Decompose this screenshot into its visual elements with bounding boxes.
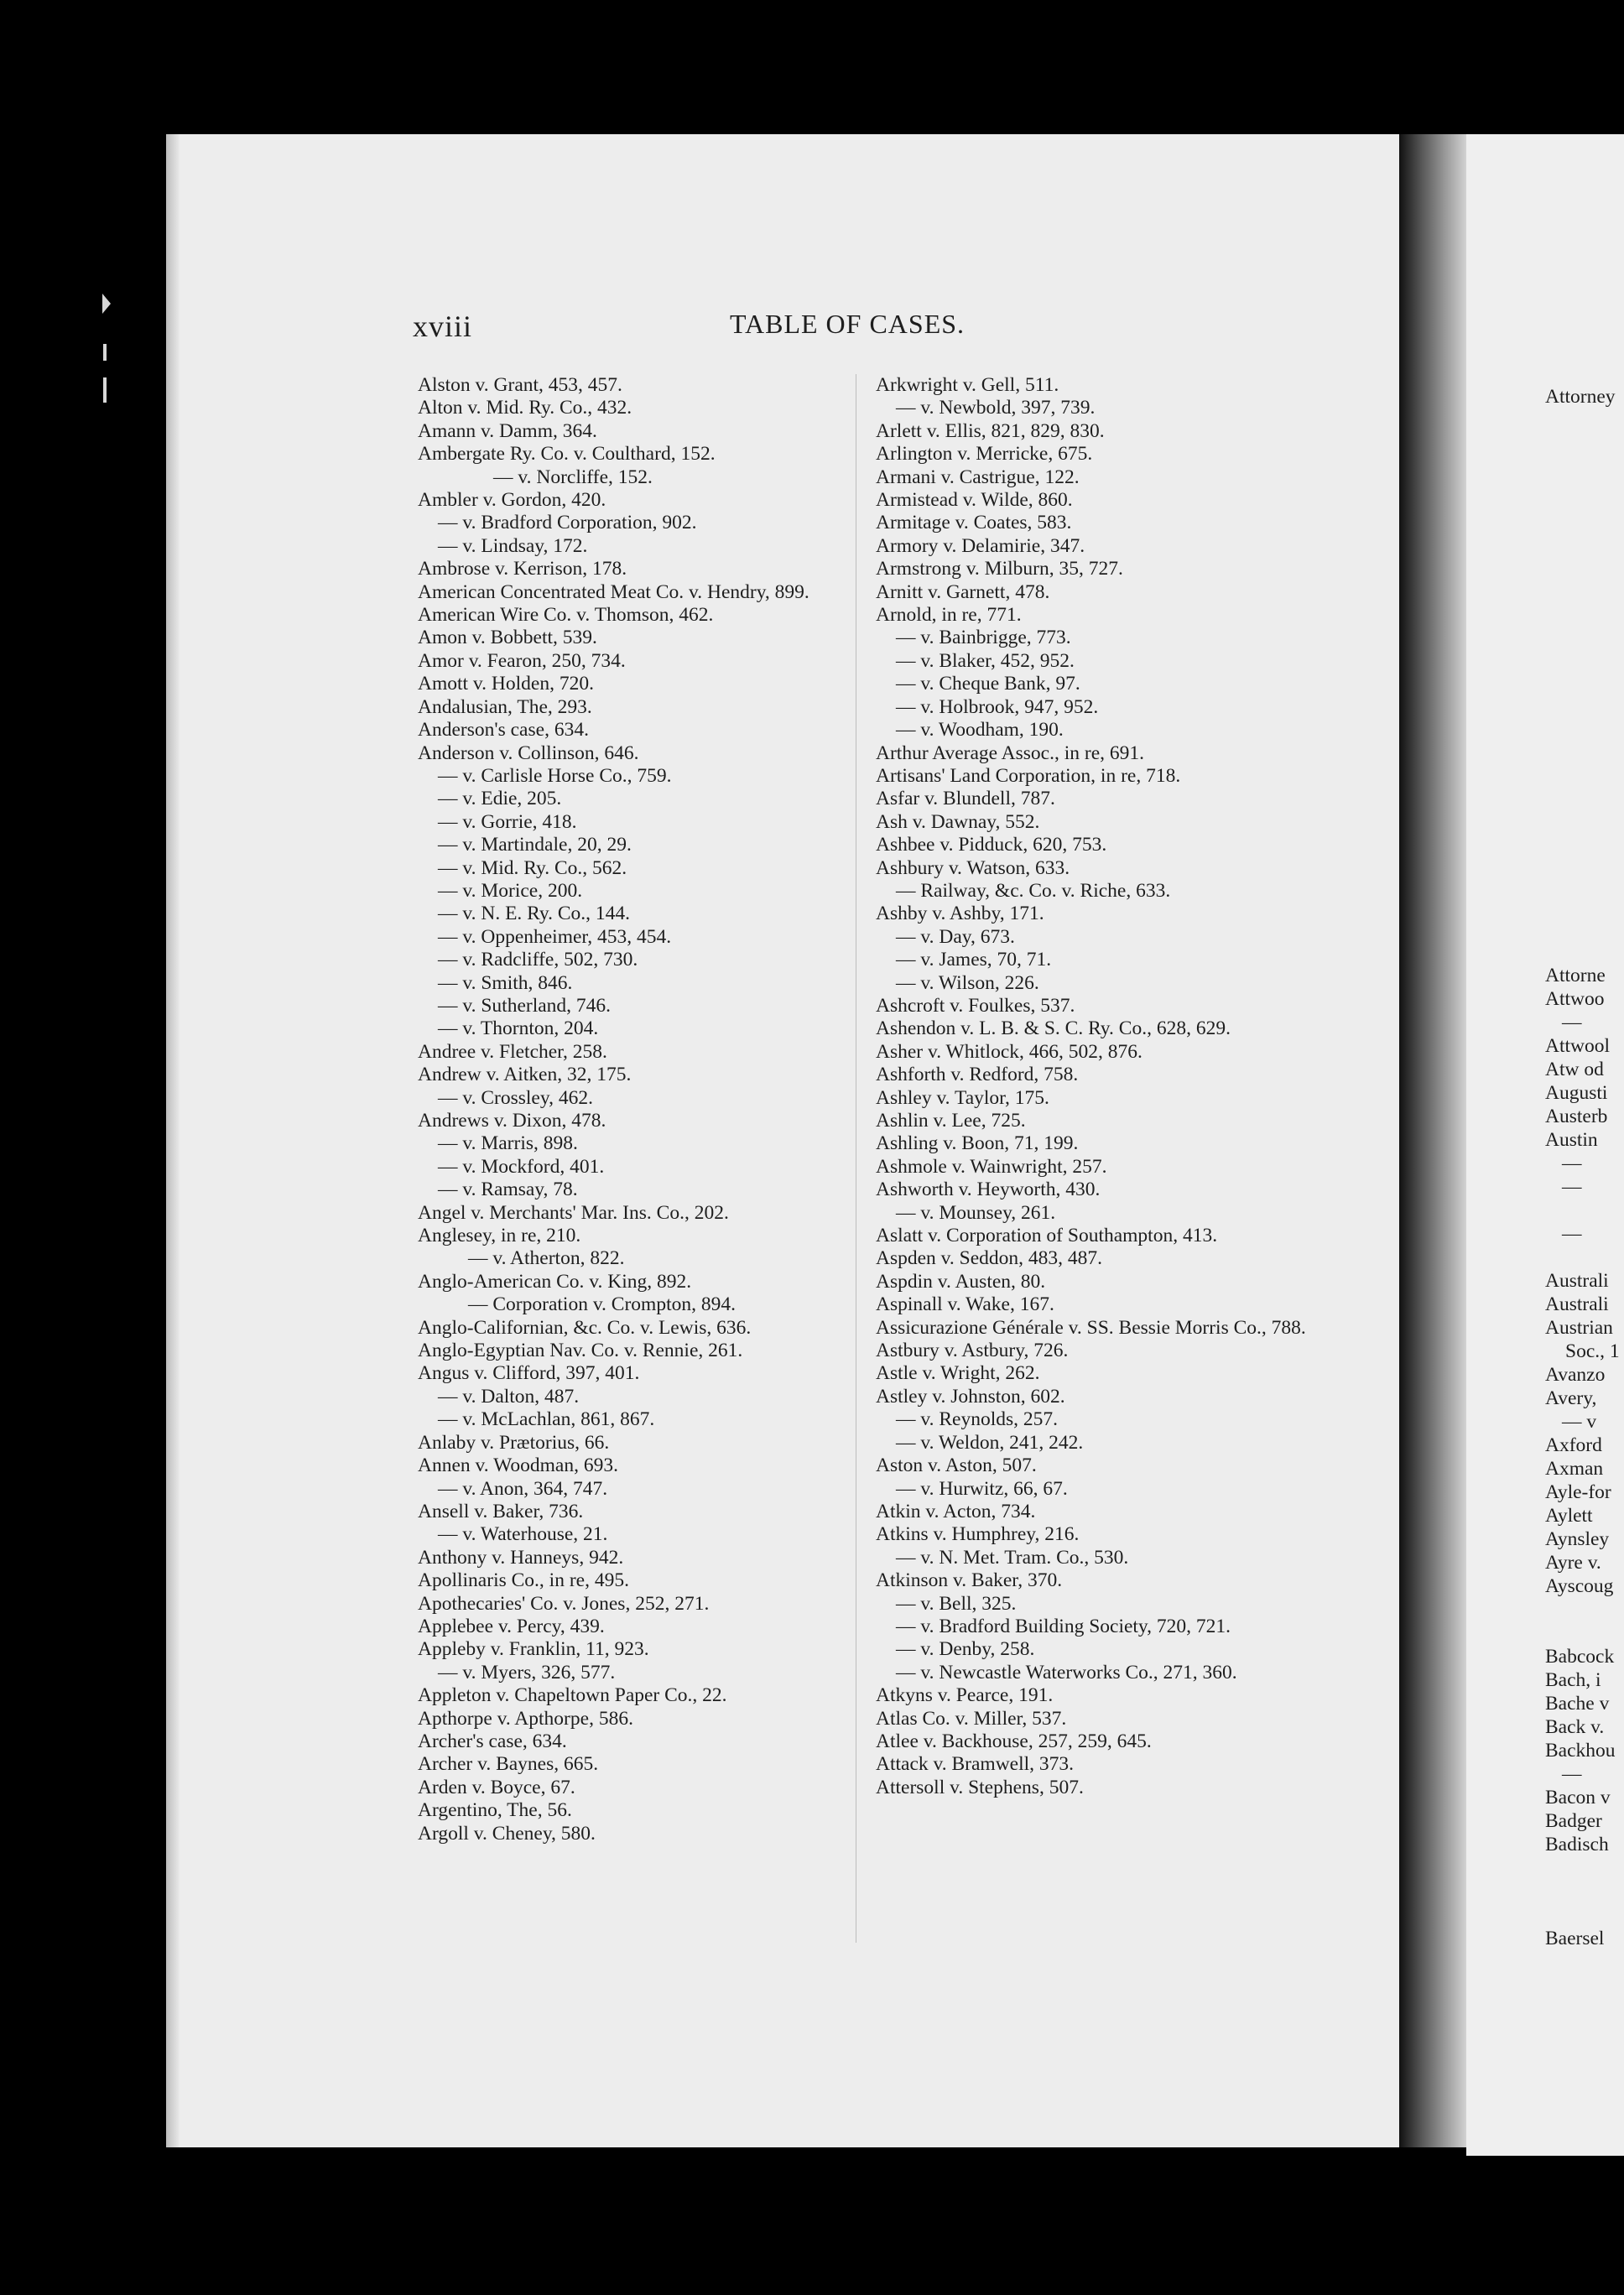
index-entry: — v. Thornton, 204. xyxy=(438,1017,599,1040)
index-entry: Apothecaries' Co. v. Jones, 252, 271. xyxy=(418,1592,710,1615)
index-entry: Anderson v. Collinson, 646. xyxy=(418,742,639,764)
index-entry: Armani v. Castrigue, 122. xyxy=(876,466,1080,488)
index-entry: — v. Myers, 326, 577. xyxy=(438,1661,616,1684)
index-entry: — v. Hurwitz, 66, 67. xyxy=(896,1477,1068,1500)
index-entry: Ashbee v. Pidduck, 620, 753. xyxy=(876,834,1107,856)
index-entry: — v. Crossley, 462. xyxy=(438,1086,593,1109)
adjacent-page-fragment: — xyxy=(1562,1012,1582,1033)
index-entry: Anglo-Egyptian Nav. Co. v. Rennie, 261. xyxy=(418,1340,743,1362)
page-number: xviii xyxy=(413,310,473,343)
index-entry: Atlee v. Backhouse, 257, 259, 645. xyxy=(876,1730,1152,1752)
index-entry: — v. Cheque Bank, 97. xyxy=(896,673,1080,695)
index-entry: Applebee v. Percy, 439. xyxy=(418,1615,605,1637)
index-entry: Arlett v. Ellis, 821, 829, 830. xyxy=(876,419,1105,442)
adjacent-page-fragment: Ayscoug xyxy=(1545,1575,1614,1597)
index-entry: Armory v. Delamirie, 347. xyxy=(876,534,1085,557)
index-entry: — v. McLachlan, 861, 867. xyxy=(438,1408,655,1431)
index-entry: — v. Edie, 205. xyxy=(438,788,562,810)
index-entry: Attersoll v. Stephens, 507. xyxy=(876,1776,1084,1798)
index-entry: Amor v. Fearon, 250, 734. xyxy=(418,649,626,672)
index-entry: Astley v. Johnston, 602. xyxy=(876,1385,1065,1408)
index-entry: Asher v. Whitlock, 466, 502, 876. xyxy=(876,1040,1143,1063)
index-entry: — v. Bell, 325. xyxy=(896,1592,1017,1615)
index-column-right xyxy=(876,374,1312,1799)
index-entry: Angus v. Clifford, 397, 401. xyxy=(418,1362,640,1385)
margin-tick-mark xyxy=(103,377,107,403)
index-entry: Ambrose v. Kerrison, 178. xyxy=(418,558,627,580)
index-entry: Asfar v. Blundell, 787. xyxy=(876,788,1055,810)
margin-tick-mark xyxy=(103,344,107,361)
index-entry: Atkyns v. Pearce, 191. xyxy=(876,1684,1054,1707)
adjacent-page-fragment: Bach, i xyxy=(1545,1669,1601,1691)
adjacent-page-fragment: Australi xyxy=(1545,1293,1609,1315)
index-entry: — v. Carlisle Horse Co., 759. xyxy=(438,764,672,787)
index-entry: Artisans' Land Corporation, in re, 718. xyxy=(876,764,1181,787)
index-entry: Anglo-Californian, &c. Co. v. Lewis, 636. xyxy=(418,1316,752,1339)
adjacent-page-fragment: Aynsley xyxy=(1545,1528,1610,1550)
index-entry: — v. Dalton, 487. xyxy=(438,1385,580,1408)
index-entry: Atkins v. Humphrey, 216. xyxy=(876,1523,1080,1546)
adjacent-page-fragment: — xyxy=(1562,1763,1582,1785)
index-entry: Anlaby v. Prætorius, 66. xyxy=(418,1431,610,1454)
adjacent-page-fragment: — xyxy=(1562,1153,1582,1174)
index-entry: Armstrong v. Milburn, 35, 727. xyxy=(876,558,1123,580)
margin-marks xyxy=(99,294,112,411)
adjacent-page-fragment: Axford xyxy=(1545,1434,1602,1456)
index-entry: — v. Martindale, 20, 29. xyxy=(438,834,632,856)
index-entry: — v. Newcastle Waterworks Co., 271, 360. xyxy=(896,1661,1237,1684)
index-entry: Attack v. Bramwell, 373. xyxy=(876,1753,1075,1776)
adjacent-page-fragment: Badisch xyxy=(1545,1834,1609,1855)
index-entry: — v. Reynolds, 257. xyxy=(896,1408,1059,1431)
index-entry: Archer v. Baynes, 665. xyxy=(418,1753,599,1776)
index-entry: Ashling v. Boon, 71, 199. xyxy=(876,1132,1079,1155)
index-entry: — Railway, &c. Co. v. Riche, 633. xyxy=(896,879,1171,902)
margin-arrow-mark xyxy=(102,294,111,314)
index-entry: Anglo-American Co. v. King, 892. xyxy=(418,1270,692,1293)
index-entry: — v. Mid. Ry. Co., 562. xyxy=(438,856,627,879)
index-entry: Arthur Average Assoc., in re, 691. xyxy=(876,742,1145,764)
adjacent-page-fragment: — xyxy=(1562,1223,1582,1245)
index-entry: Anglesey, in re, 210. xyxy=(418,1225,581,1247)
index-entry: — v. Weldon, 241, 242. xyxy=(896,1431,1084,1454)
adjacent-page-fragment: Austin xyxy=(1545,1129,1598,1151)
adjacent-page-fragment: Badger xyxy=(1545,1810,1602,1832)
index-entry: Alton v. Mid. Ry. Co., 432. xyxy=(418,397,632,419)
adjacent-page-fragment: Bache v xyxy=(1545,1693,1610,1715)
index-entry: Andrew v. Aitken, 32, 175. xyxy=(418,1064,632,1086)
adjacent-page-fragment: Babcock xyxy=(1545,1646,1615,1668)
index-entry: Ashley v. Taylor, 175. xyxy=(876,1086,1049,1109)
index-entry: Anderson's case, 634. xyxy=(418,719,589,742)
index-entry: Andree v. Fletcher, 258. xyxy=(418,1040,607,1063)
adjacent-page-fragment: Bacon v xyxy=(1545,1787,1611,1808)
index-entry: — v. N. E. Ry. Co., 144. xyxy=(438,903,631,925)
index-entry: Angel v. Merchants' Mar. Ins. Co., 202. xyxy=(418,1201,729,1224)
index-entry: Assicurazione Générale v. SS. Bessie Morris Co., 788. xyxy=(876,1316,1306,1339)
index-entry: Ambergate Ry. Co. v. Coulthard, 152. xyxy=(418,443,716,466)
index-entry: — v. Radcliffe, 502, 730. xyxy=(438,949,638,971)
adjacent-page-fragment: Attwoo xyxy=(1545,988,1605,1010)
index-entry: Aspinall v. Wake, 167. xyxy=(876,1293,1054,1316)
index-entry: — v. Anon, 364, 747. xyxy=(438,1477,608,1500)
index-entry: — v. Holbrook, 947, 952. xyxy=(896,695,1099,718)
index-column-left xyxy=(418,374,854,1845)
adjacent-page-fragment: Axman xyxy=(1545,1458,1604,1480)
index-entry: Armistead v. Wilde, 860. xyxy=(876,489,1073,512)
index-entry: Arnold, in re, 771. xyxy=(876,604,1022,627)
index-entry: Appleby v. Franklin, 11, 923. xyxy=(418,1638,649,1661)
index-entry: Atkinson v. Baker, 370. xyxy=(876,1569,1063,1592)
index-entry: Astle v. Wright, 262. xyxy=(876,1362,1040,1385)
adjacent-page-fragment: Back v. xyxy=(1545,1716,1605,1738)
index-entry: Andrews v. Dixon, 478. xyxy=(418,1110,606,1132)
index-entry: — v. Wilson, 226. xyxy=(896,971,1039,994)
index-entry: Ash v. Dawnay, 552. xyxy=(876,810,1040,833)
index-entry: — v. Atherton, 822. xyxy=(468,1247,625,1270)
index-entry: Alston v. Grant, 453, 457. xyxy=(418,374,622,396)
index-entry: American Concentrated Meat Co. v. Hendry, 899. xyxy=(418,580,809,603)
adjacent-page-fragment: Soc., 1 xyxy=(1565,1340,1620,1362)
index-entry: Aston v. Aston, 507. xyxy=(876,1455,1037,1477)
adjacent-page-fragment: Austerb xyxy=(1545,1106,1608,1127)
index-entry: Atkin v. Acton, 734. xyxy=(876,1500,1036,1522)
index-entry: Arkwright v. Gell, 511. xyxy=(876,374,1059,396)
adjacent-page-fragment: Avery, xyxy=(1545,1387,1597,1409)
index-entry: Ashforth v. Redford, 758. xyxy=(876,1064,1079,1086)
index-entry: — v. Sutherland, 746. xyxy=(438,994,612,1017)
index-entry: — v. Denby, 258. xyxy=(896,1638,1035,1661)
index-entry: Amon v. Bobbett, 539. xyxy=(418,627,597,649)
index-entry: Ashendon v. L. B. & S. C. Ry. Co., 628, 629. xyxy=(876,1017,1231,1040)
adjacent-page-fragment: Avanzo xyxy=(1545,1364,1606,1386)
index-entry: Ansell v. Baker, 736. xyxy=(418,1500,584,1522)
index-entry: — v. Waterhouse, 21. xyxy=(438,1523,608,1546)
index-entry: — v. Ramsay, 78. xyxy=(438,1179,578,1201)
index-entry: — Corporation v. Crompton, 894. xyxy=(468,1293,736,1316)
adjacent-page-fragment: Ayle-for xyxy=(1545,1481,1611,1503)
adjacent-page-fragment: Australi xyxy=(1545,1270,1609,1292)
index-entry: Andalusian, The, 293. xyxy=(418,695,592,718)
index-entry: Ashworth v. Heyworth, 430. xyxy=(876,1179,1101,1201)
index-entry: — v. Norcliffe, 152. xyxy=(493,466,653,488)
index-entry: — v. Smith, 846. xyxy=(438,971,573,994)
index-entry: American Wire Co. v. Thomson, 462. xyxy=(418,604,714,627)
index-entry: — v. James, 70, 71. xyxy=(896,949,1052,971)
index-entry: Arnitt v. Garnett, 478. xyxy=(876,580,1050,603)
index-entry: Aspden v. Seddon, 483, 487. xyxy=(876,1247,1103,1270)
adjacent-page-fragment: Ayre v. xyxy=(1545,1552,1601,1574)
index-entry: Arden v. Boyce, 67. xyxy=(418,1776,575,1798)
index-entry: Ashlin v. Lee, 725. xyxy=(876,1110,1026,1132)
index-entry: Ashby v. Ashby, 171. xyxy=(876,903,1044,925)
index-entry: Armitage v. Coates, 583. xyxy=(876,512,1072,534)
adjacent-page-fragment: Attorne xyxy=(1545,965,1606,986)
index-entry: Ashcroft v. Foulkes, 537. xyxy=(876,994,1075,1017)
index-entry: Apthorpe v. Apthorpe, 586. xyxy=(418,1707,633,1730)
index-entry: Appleton v. Chapeltown Paper Co., 22. xyxy=(418,1684,727,1707)
index-entry: Astbury v. Astbury, 726. xyxy=(876,1340,1069,1362)
adjacent-page-fragment: — xyxy=(1562,1176,1582,1198)
index-entry: — v. Mockford, 401. xyxy=(438,1155,605,1178)
index-entry: — v. Lindsay, 172. xyxy=(438,534,588,557)
index-entry: — v. Woodham, 190. xyxy=(896,719,1064,742)
index-entry: Argoll v. Cheney, 580. xyxy=(418,1822,596,1845)
adjacent-page-fragment: — v xyxy=(1562,1411,1597,1433)
index-entry: Atlas Co. v. Miller, 537. xyxy=(876,1707,1067,1730)
index-entry: Amann v. Damm, 364. xyxy=(418,419,597,442)
adjacent-page-fragment: Attwool xyxy=(1545,1035,1611,1057)
index-entry: — v. Morice, 200. xyxy=(438,879,583,902)
adjacent-page-fragment: Augusti xyxy=(1545,1082,1608,1104)
index-entry: Ashbury v. Watson, 633. xyxy=(876,856,1070,879)
index-entry: — v. Gorrie, 418. xyxy=(438,810,577,833)
index-entry: Aslatt v. Corporation of Southampton, 413. xyxy=(876,1225,1218,1247)
page-title: TABLE OF CASES. xyxy=(730,309,966,339)
index-entry: — v. Bainbrigge, 773. xyxy=(896,627,1071,649)
index-entry: Apollinaris Co., in re, 495. xyxy=(418,1569,629,1592)
index-entry: — v. Bradford Corporation, 902. xyxy=(438,512,697,534)
gutter-shadow xyxy=(1399,134,1466,2147)
index-entry: — v. Blaker, 452, 952. xyxy=(896,649,1075,672)
index-entry: — v. Oppenheimer, 453, 454. xyxy=(438,925,672,948)
adjacent-page-fragment: Backhou xyxy=(1545,1740,1616,1762)
index-entry: Argentino, The, 56. xyxy=(418,1799,572,1822)
index-entry: — v. Newbold, 397, 739. xyxy=(896,397,1096,419)
adjacent-page-fragment: Attorney xyxy=(1545,386,1616,408)
adjacent-page-fragment: Austrian xyxy=(1545,1317,1613,1339)
index-entry: — v. N. Met. Tram. Co., 530. xyxy=(896,1546,1129,1569)
page-edge xyxy=(166,134,180,2147)
adjacent-page-fragment: Aylett xyxy=(1545,1505,1593,1527)
index-entry: — v. Bradford Building Society, 720, 721. xyxy=(896,1615,1231,1637)
index-entry: Amott v. Holden, 720. xyxy=(418,673,594,695)
index-entry: — v. Day, 673. xyxy=(896,925,1015,948)
index-entry: — v. Marris, 898. xyxy=(438,1132,578,1155)
adjacent-page-fragment: Baersel xyxy=(1545,1928,1605,1949)
adjacent-page-fragment: Atw od xyxy=(1545,1059,1604,1080)
index-entry: Ashmole v. Wainwright, 257. xyxy=(876,1155,1107,1178)
index-entry: Arlington v. Merricke, 675. xyxy=(876,443,1093,466)
index-entry: — v. Mounsey, 261. xyxy=(896,1201,1056,1224)
index-entry: Annen v. Woodman, 693. xyxy=(418,1455,618,1477)
index-entry: Archer's case, 634. xyxy=(418,1730,567,1752)
index-entry: Anthony v. Hanneys, 942. xyxy=(418,1546,624,1569)
index-entry: Ambler v. Gordon, 420. xyxy=(418,489,606,512)
index-entry: Aspdin v. Austen, 80. xyxy=(876,1270,1046,1293)
